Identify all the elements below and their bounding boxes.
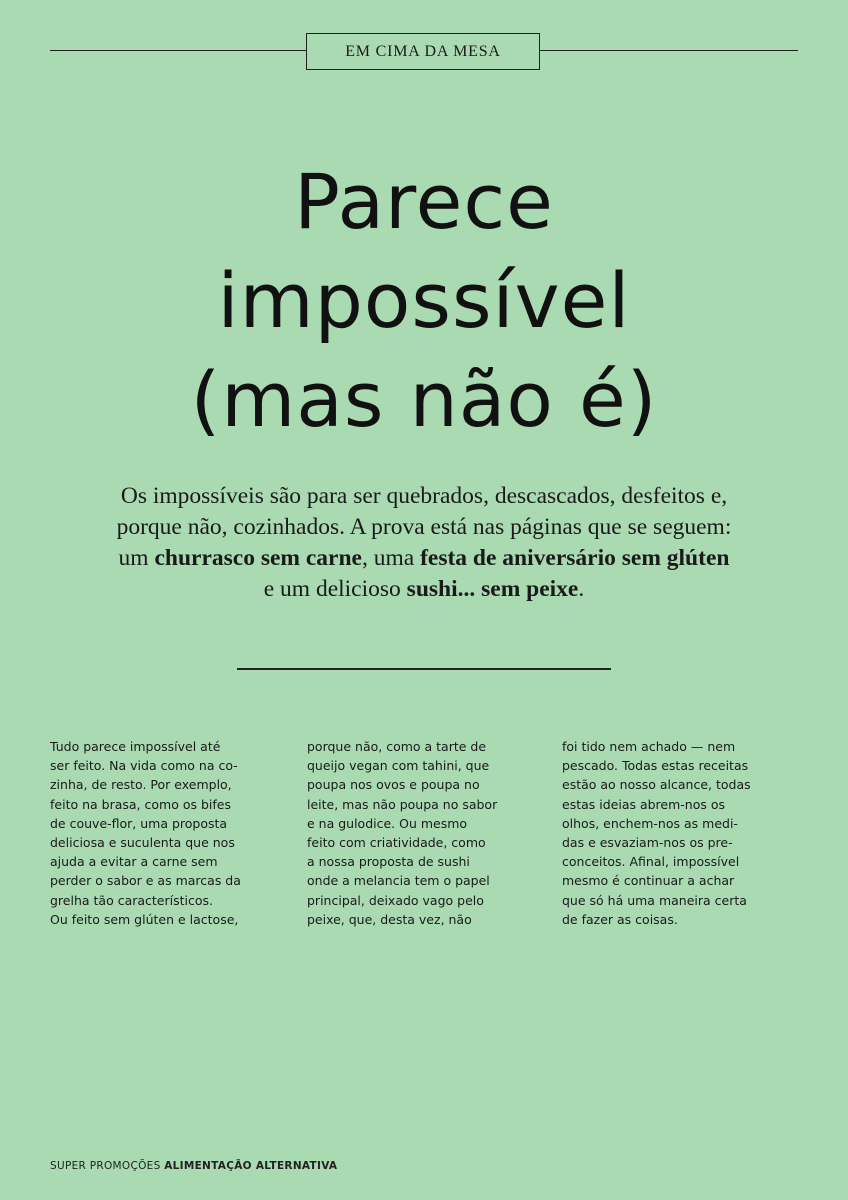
- footer-publication: SUPER PROMOÇÕES: [50, 1160, 161, 1172]
- body-line: ajuda a evitar a carne sem: [50, 854, 218, 870]
- body-line: leite, mas não poupa no sabor: [307, 796, 498, 812]
- body-column-1: [50, 737, 295, 929]
- body-column-2: [307, 737, 552, 929]
- body-line: Ou feito sem glúten e lactose,: [50, 911, 239, 927]
- body-line: peixe, que, desta vez, não: [307, 911, 472, 927]
- lead-line-4: [50, 574, 798, 605]
- body-line: poupa nos ovos e poupa no: [307, 777, 480, 793]
- body-line: que só há uma maneira certa: [562, 892, 747, 908]
- lead-text: .: [578, 576, 585, 602]
- lead-text: um: [118, 545, 155, 571]
- headline-line-2: impossível: [217, 256, 631, 345]
- body-line: das e esvaziam-nos os pre-: [562, 835, 733, 851]
- body-line: porque não, como a tarte de: [307, 739, 487, 754]
- body-line: perder o sabor e as marcas da: [50, 873, 241, 889]
- body-line: pescado. Todas estas receitas: [562, 758, 749, 774]
- body-line: deliciosa e suculenta que nos: [50, 835, 235, 851]
- body-line: estas ideias abrem-nos os: [562, 796, 726, 812]
- body-line: feito na brasa, como os bifes: [50, 796, 231, 812]
- lead-highlight-festa: festa de aniversário sem glúten: [420, 545, 730, 571]
- body-line: onde a melancia tem o papel: [307, 873, 490, 889]
- body-line: a nossa proposta de sushi: [307, 854, 470, 870]
- section-rule-left: [50, 50, 306, 51]
- headline-line-1: Parece: [294, 157, 554, 246]
- divider-rule: [237, 668, 611, 670]
- body-line: e na gulodice. Ou mesmo: [307, 815, 468, 831]
- body-line: Tudo parece impossível até: [50, 739, 221, 754]
- body-line: grelha tão característicos.: [50, 892, 214, 908]
- headline: [0, 152, 848, 449]
- lead-line-2: porque não, cozinhados. A prova está nas páginas que se seguem:: [116, 514, 732, 540]
- body-line: ser feito. Na vida como na co-: [50, 758, 238, 774]
- body-line: feito com criatividade, como: [307, 835, 486, 851]
- body-column-3: [562, 737, 807, 929]
- section-rule-right: [540, 50, 798, 51]
- lead-line-1: Os impossíveis são para ser quebrados, descascados, desfeitos e,: [120, 483, 728, 509]
- body-line: queijo vegan com tahini, que: [307, 758, 490, 774]
- body-line: de fazer as coisas.: [562, 911, 678, 927]
- body-line: de couve-flor, uma proposta: [50, 815, 228, 831]
- body-line: principal, deixado vago pelo: [307, 892, 484, 908]
- body-line: foi tido nem achado — nem: [562, 739, 736, 754]
- lead-highlight-churrasco: churrasco sem carne: [154, 545, 362, 571]
- body-line: conceitos. Afinal, impossível: [562, 854, 740, 870]
- lead-text: e um delicioso: [263, 576, 407, 602]
- footer-section: ALIMENTAÇÃO ALTERNATIVA: [164, 1160, 338, 1172]
- page-footer: [50, 1160, 337, 1172]
- lead-highlight-sushi: sushi... sem peixe: [406, 576, 579, 602]
- section-label: EM CIMA DA MESA: [306, 33, 540, 70]
- lead-line-3: [50, 543, 798, 574]
- body-line: olhos, enchem-nos as medi-: [562, 815, 738, 831]
- lead-paragraph: [50, 481, 798, 605]
- lead-text: , uma: [361, 545, 421, 571]
- body-line: mesmo é continuar a achar: [562, 873, 735, 889]
- body-line: zinha, de resto. Por exemplo,: [50, 777, 232, 793]
- body-line: estão ao nosso alcance, todas: [562, 777, 751, 793]
- headline-line-3: (mas não é): [190, 355, 658, 444]
